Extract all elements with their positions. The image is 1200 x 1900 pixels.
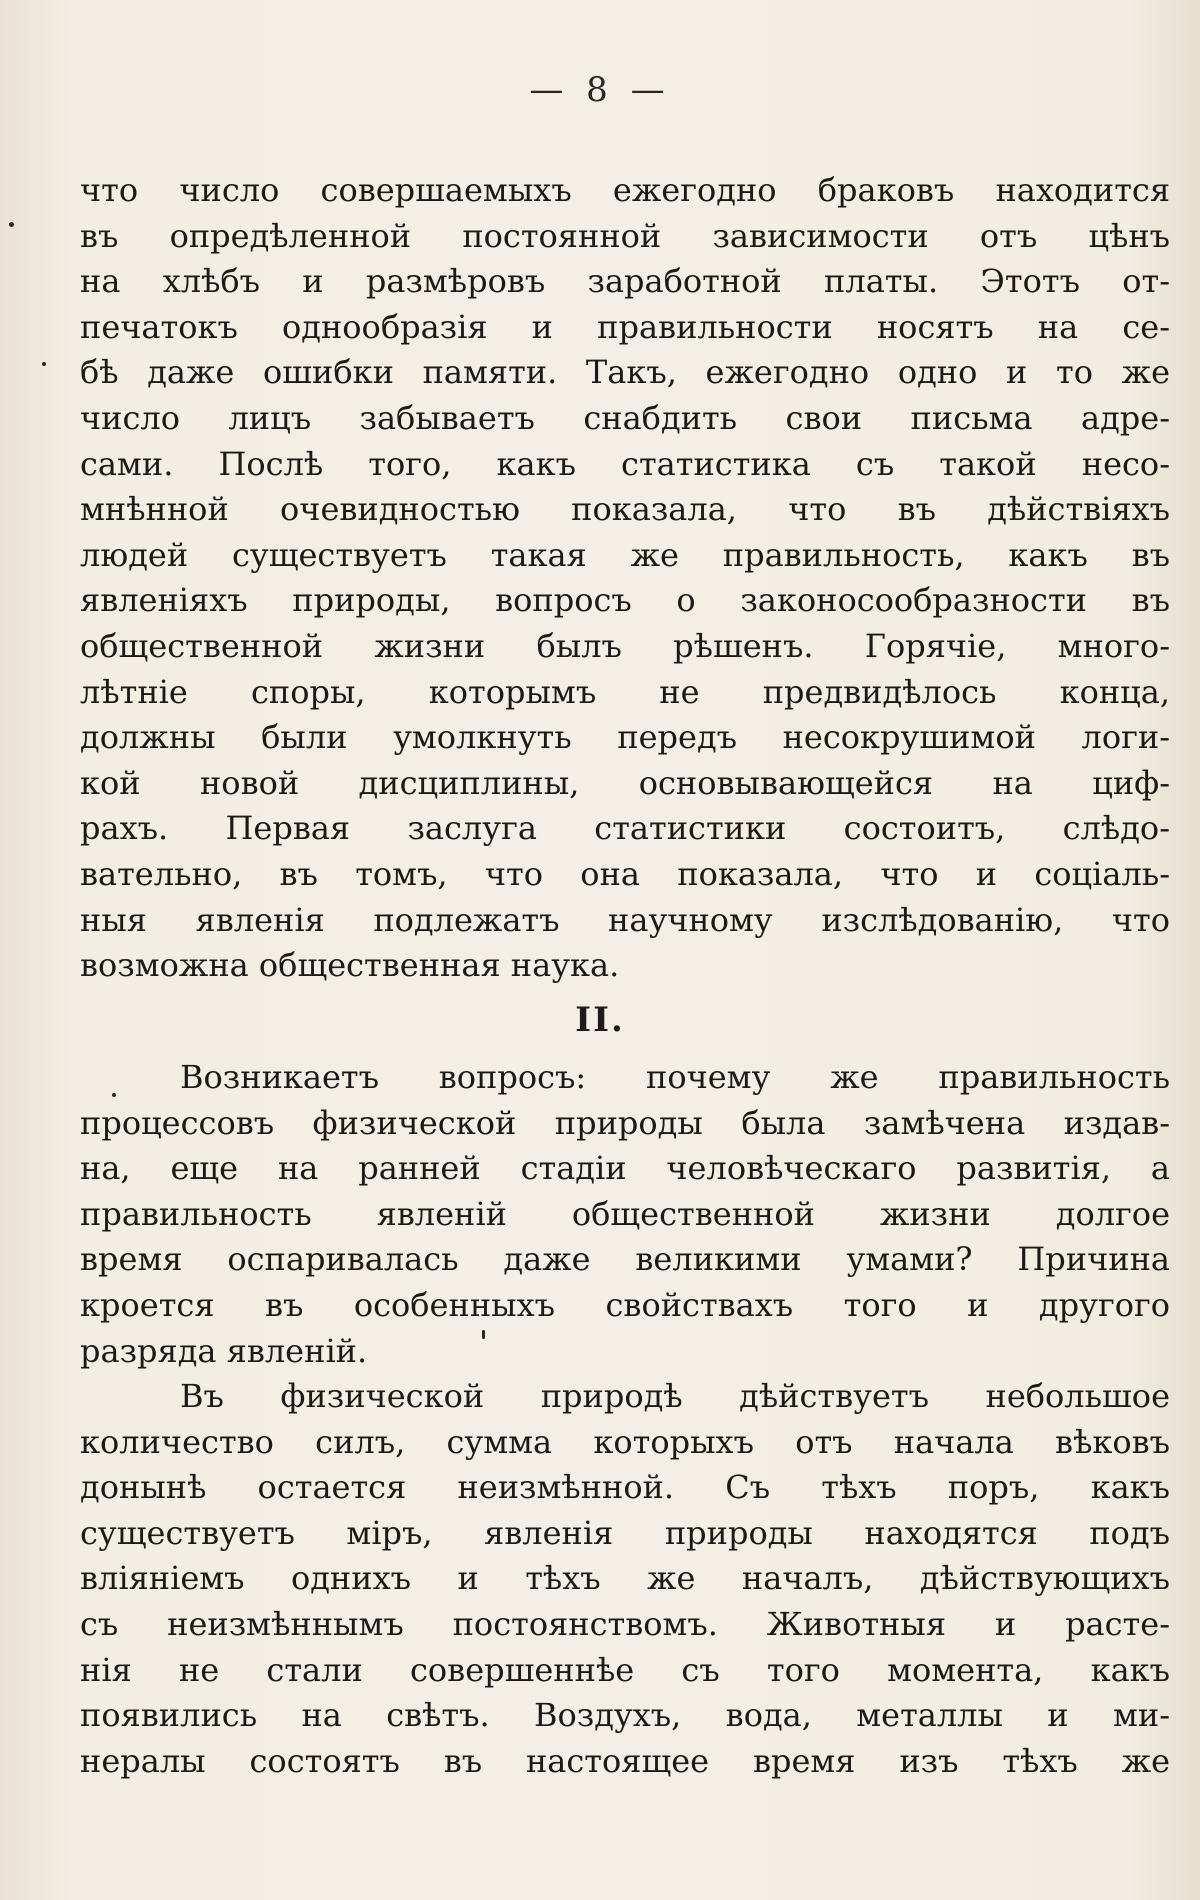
print-speck: [42, 362, 46, 366]
text-line: правильность явленій общественной жизни долгое: [80, 1194, 1170, 1233]
text-line: нералы состоятъ въ настоящее время изъ тѣхъ же: [80, 1741, 1170, 1780]
text-line: число лицъ забываетъ снабдить свои письма адре-: [80, 398, 1170, 437]
text-line: въ опредѣленной постоянной зависимости отъ цѣнъ: [80, 216, 1170, 255]
text-line: донынѣ остается неизмѣнной. Съ тѣхъ поръ, какъ: [80, 1468, 1170, 1507]
text-line: на хлѣбъ и размѣровъ заработной платы. Этотъ от-: [80, 262, 1170, 301]
page-number: — 8 —: [529, 70, 671, 110]
text-line: разряда явленій.: [80, 1331, 368, 1370]
text-line: ныя явленія подлежатъ научному изслѣдованію, что: [80, 900, 1170, 939]
text-line: нія не стали совершеннѣе съ того момента, какъ: [80, 1650, 1170, 1689]
print-speck: [482, 1330, 485, 1339]
text-line: бѣ даже ошибки памяти. Такъ, ежегодно одно и то же: [80, 353, 1170, 392]
text-line: что число совершаемыхъ ежегодно браковъ находится: [80, 171, 1170, 209]
text-line: общественной жизни былъ рѣшенъ. Горячіе, много-: [80, 626, 1170, 665]
text-line: кроется въ особенныхъ свойствахъ того и другого: [80, 1285, 1170, 1324]
text-line: вательно, въ томъ, что она показала, что и соціаль-: [80, 854, 1170, 893]
paragraph-physical-nature: [80, 1374, 1170, 1784]
text-line: съ неизмѣннымъ постоянствомъ. Животныя и расте-: [80, 1604, 1170, 1643]
text-line: возможна общественная наука.: [80, 946, 620, 985]
text-line: рахъ. Первая заслуга статистики состоитъ, слѣдо-: [80, 809, 1170, 848]
text-line: Въ физической природѣ дѣйствуетъ небольшое: [180, 1377, 1170, 1415]
paragraph-question: [80, 1055, 1170, 1374]
paragraph-continued: [80, 168, 1170, 989]
text-line: время оспаривалась даже великими умами? Причина: [80, 1240, 1170, 1279]
print-speck: [9, 222, 14, 227]
text-line: сами. Послѣ того, какъ статистика съ такой несо-: [80, 444, 1170, 483]
text-line: существуетъ міръ, явленія природы находятся подъ: [80, 1513, 1170, 1552]
text-line: вліяніемъ однихъ и тѣхъ же началъ, дѣйствующихъ: [80, 1559, 1170, 1598]
text-line: кой новой дисциплины, основывающейся на циф-: [80, 763, 1170, 802]
text-line: печатокъ однообразія и правильности носятъ на се-: [80, 307, 1170, 346]
print-speck: [112, 1093, 116, 1097]
text-line: количество силъ, сумма которыхъ отъ начала вѣковъ: [80, 1422, 1170, 1461]
text-line: людей существуетъ такая же правильность, какъ въ: [80, 535, 1170, 574]
text-line: на, еще на ранней стадіи человѣческаго развитія, а: [80, 1149, 1170, 1188]
text-line: должны были умолкнуть передъ несокрушимой логи-: [80, 718, 1170, 757]
text-line: Возникаетъ вопросъ: почему же правильность: [180, 1058, 1170, 1096]
section-heading: II.: [575, 1000, 625, 1040]
text-line: явленіяхъ природы, вопросъ о законосообразности въ: [80, 581, 1170, 620]
text-line: появились на свѣтъ. Воздухъ, вода, металлы и ми-: [80, 1696, 1170, 1735]
text-line: процессовъ физической природы была замѣчена издав-: [80, 1103, 1170, 1142]
text-line: лѣтніе споры, которымъ не предвидѣлось конца,: [80, 672, 1170, 711]
text-line: мнѣнной очевидностью показала, что въ дѣйствіяхъ: [80, 490, 1170, 529]
